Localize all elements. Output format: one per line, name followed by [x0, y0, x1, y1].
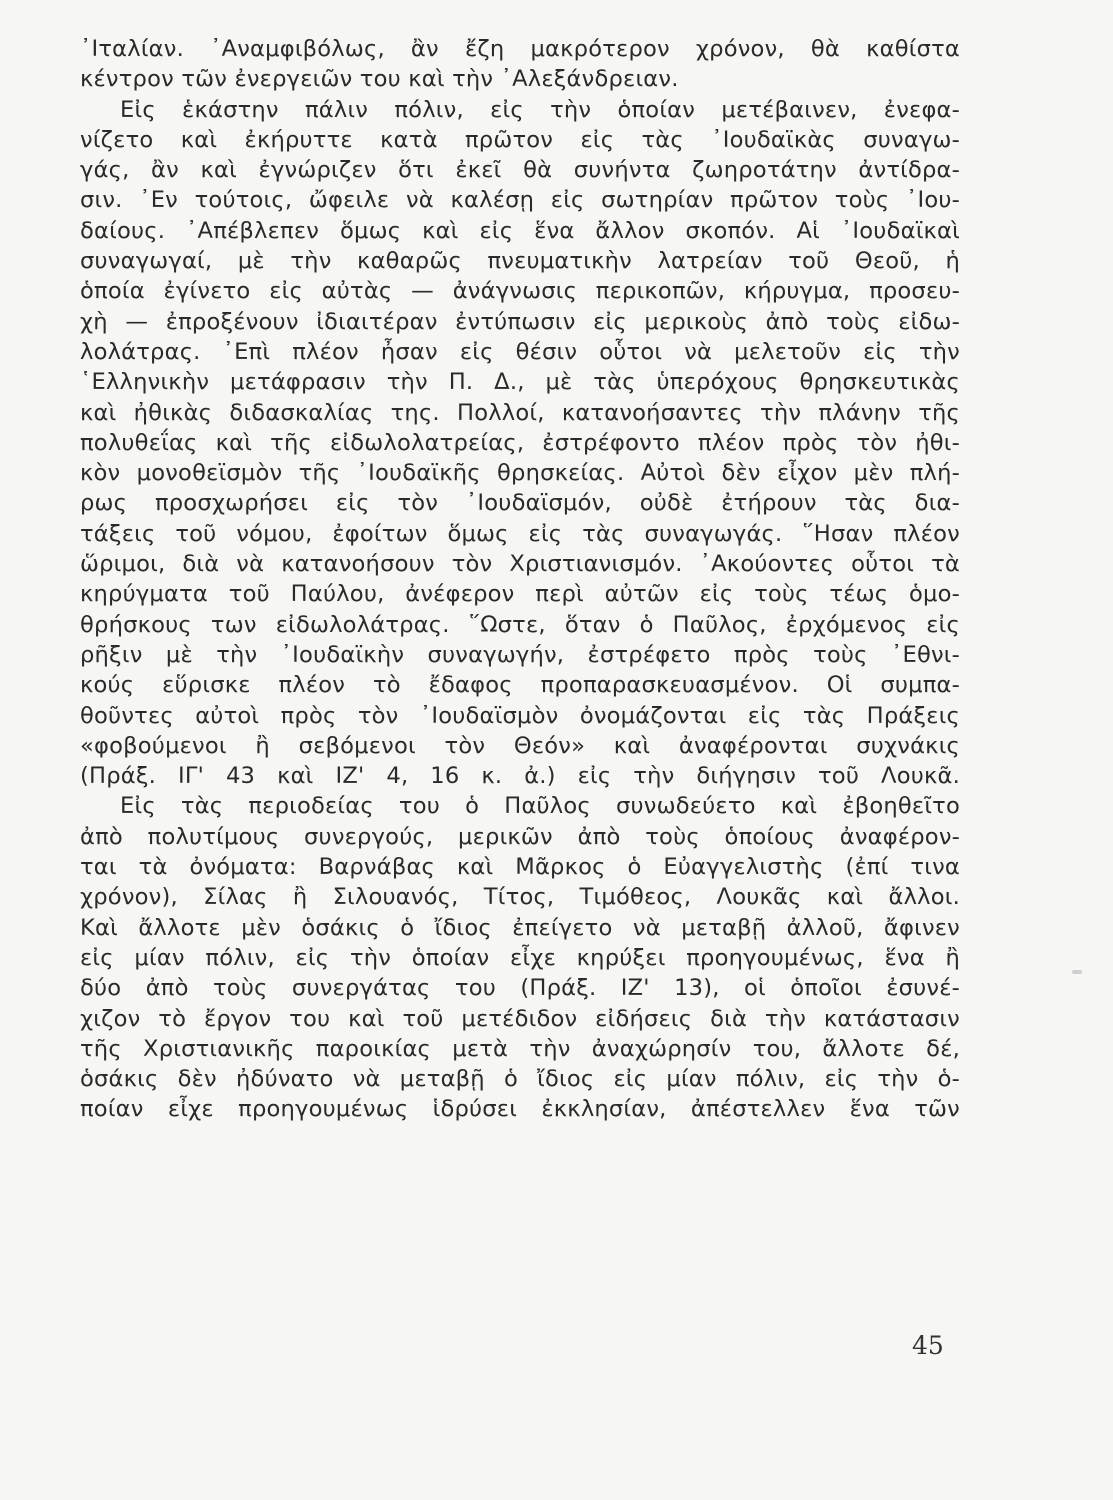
text-line: εἰς μίαν πόλιν, εἰς τὴν ὁποίαν εἶχε κηρύξει προηγουμένως, ἕνα ἢ [80, 944, 960, 971]
text-line: ὥριμοι, διὰ νὰ κατανοήσουν τὸν Χριστιανισμόν. ᾿Ακούοντες οὗτοι τὰ [80, 551, 960, 578]
text-line: δύο ἀπὸ τοὺς συνεργάτας του (Πράξ. ΙΖ' 13), οἱ ὁποῖοι ἐσυνέ- [80, 975, 960, 1002]
paragraph-start-line: Εἰς ἑκάστην πάλιν πόλιν, εἰς τὴν ὁποίαν μετέβαινεν, ἐνεφα- [120, 96, 960, 123]
text-line: ἀπὸ πολυτίμους συνεργούς, μερικῶν ἀπὸ τοὺς ὁποίους ἀναφέρον- [80, 823, 960, 850]
text-line: ὁσάκις δὲν ἠδύνατο νὰ μεταβῇ ὁ ἴδιος εἰς μίαν πόλιν, εἰς τὴν ὁ- [80, 1066, 960, 1093]
text-line: σιν. ᾿Εν τούτοις, ὤφειλε νὰ καλέσῃ εἰς σωτηρίαν πρῶτον τοὺς ᾿Ιου- [80, 187, 960, 214]
text-line: κὸν μονοθεϊσμὸν τῆς ᾿Ιουδαϊκῆς θρησκείας. Αὐτοὶ δὲν εἶχον μὲν πλή- [80, 460, 960, 487]
text-line: ὁποία ἐγίνετο εἰς αὐτὰς — ἀνάγνωσις περικοπῶν, κήρυγμα, προσευ- [80, 278, 960, 305]
text-line: συναγωγαί, μὲ τὴν καθαρῶς πνευματικὴν λατρείαν τοῦ Θεοῦ, ἡ [80, 248, 960, 275]
margin-smudge [1072, 970, 1082, 974]
text-line: ῾Ελληνικὴν μετάφρασιν τὴν Π. Δ., μὲ τὰς ὑπερόχους θρησκευτικὰς [80, 369, 960, 396]
text-line: λολάτρας. ᾿Επὶ πλέον ἦσαν εἰς θέσιν οὗτοι νὰ μελετοῦν εἰς τὴν [80, 338, 960, 365]
text-line: κηρύγματα τοῦ Παύλου, ἀνέφερον περὶ αὐτῶν εἰς τοὺς τέως ὁμο- [80, 581, 960, 608]
text-line: χρόνον), Σίλας ἢ Σιλουανός, Τίτος, Τιμόθεος, Λουκᾶς καὶ ἄλλοι. [80, 884, 960, 911]
text-line: καὶ ἠθικὰς διδασκαλίας της. Πολλοί, κατανοήσαντες τὴν πλάνην τῆς [80, 399, 960, 426]
text-line: θρήσκους των εἰδωλολάτρας. ῞Ωστε, ὅταν ὁ Παῦλος, ἐρχόμενος εἰς [80, 611, 960, 638]
text-line: Καὶ ἄλλοτε μὲν ὁσάκις ὁ ἴδιος ἐπείγετο νὰ μεταβῇ ἀλλοῦ, ἄφινεν [80, 914, 960, 941]
text-line: κέντρον τῶν ἐνεργειῶν του καὶ τὴν ᾿Αλεξάνδρειαν. [80, 66, 679, 93]
text-line: τῆς Χριστιανικῆς παροικίας μετὰ τὴν ἀναχώρησίν του, ἄλλοτε δέ, [80, 1035, 960, 1062]
text-line: νίζετο καὶ ἐκήρυττε κατὰ πρῶτον εἰς τὰς ᾿Ιουδαϊκὰς συναγω- [80, 126, 960, 153]
text-line: (Πράξ. ΙΓ' 43 καὶ ΙΖ' 4, 16 κ. ἀ.) εἰς τὴν διήγησιν τοῦ Λουκᾶ. [80, 763, 960, 790]
paragraph-start-line: Εἰς τὰς περιοδείας του ὁ Παῦλος συνωδεύετο καὶ ἐβοηθεῖτο [120, 793, 960, 820]
text-line: θοῦντες αὐτοὶ πρὸς τὸν ᾿Ιουδαϊσμὸν ὀνομάζονται εἰς τὰς Πράξεις [80, 702, 960, 729]
text-line: γάς, ἂν καὶ ἐγνώριζεν ὅτι ἐκεῖ θὰ συνήντα ζωηροτάτην ἀντίδρα- [80, 157, 960, 184]
text-line: ρῆξιν μὲ τὴν ᾿Ιουδαϊκὴν συναγωγήν, ἐστρέφετο πρὸς τοὺς ᾿Εθνι- [80, 641, 960, 668]
text-line: τάξεις τοῦ νόμου, ἐφοίτων ὅμως εἰς τὰς συναγωγάς. ῞Ησαν πλέον [80, 520, 960, 547]
text-line: δαίους. ᾿Απέβλεπεν ὅμως καὶ εἰς ἕνα ἄλλον σκοπόν. Αἱ ᾿Ιουδαϊκαὶ [80, 217, 960, 244]
text-line: ποίαν εἶχε προηγουμένως ἱδρύσει ἐκκλησίαν, ἀπέστελλεν ἕνα τῶν [80, 1096, 960, 1123]
body-text [80, 34, 960, 1125]
text-line: χὴ — ἐπροξένουν ἰδιαιτέραν ἐντύπωσιν εἰς μερικοὺς ἀπὸ τοὺς εἰδω- [80, 308, 960, 335]
text-line: «φοβούμενοι ἢ σεβόμενοι τὸν Θεόν» καὶ ἀναφέρονται συχνάκις [80, 732, 960, 759]
text-line: κούς εὕρισκε πλέον τὸ ἔδαφος προπαρασκευασμένον. Οἱ συμπα- [80, 672, 960, 699]
text-line: χιζον τὸ ἔργον του καὶ τοῦ μετέδιδον εἰδήσεις διὰ τὴν κατάστασιν [80, 1005, 960, 1032]
text-line: ᾿Ιταλίαν. ᾿Αναμφιβόλως, ἂν ἔζη μακρότερον χρόνον, θὰ καθίστα [80, 36, 960, 62]
text-line: πολυθεΐας καὶ τῆς εἰδωλολατρείας, ἐστρέφοντο πλέον πρὸς τὸν ἠθι- [80, 429, 960, 456]
text-line: ται τὰ ὀνόματα: Βαρνάβας καὶ Μᾶρκος ὁ Εὐαγγελιστὴς (ἐπί τινα [80, 854, 960, 881]
page-number: 45 [912, 1331, 944, 1360]
text-line: ρως προσχωρήσει εἰς τὸν ᾿Ιουδαϊσμόν, οὐδὲ ἐτήρουν τὰς δια- [80, 490, 960, 517]
